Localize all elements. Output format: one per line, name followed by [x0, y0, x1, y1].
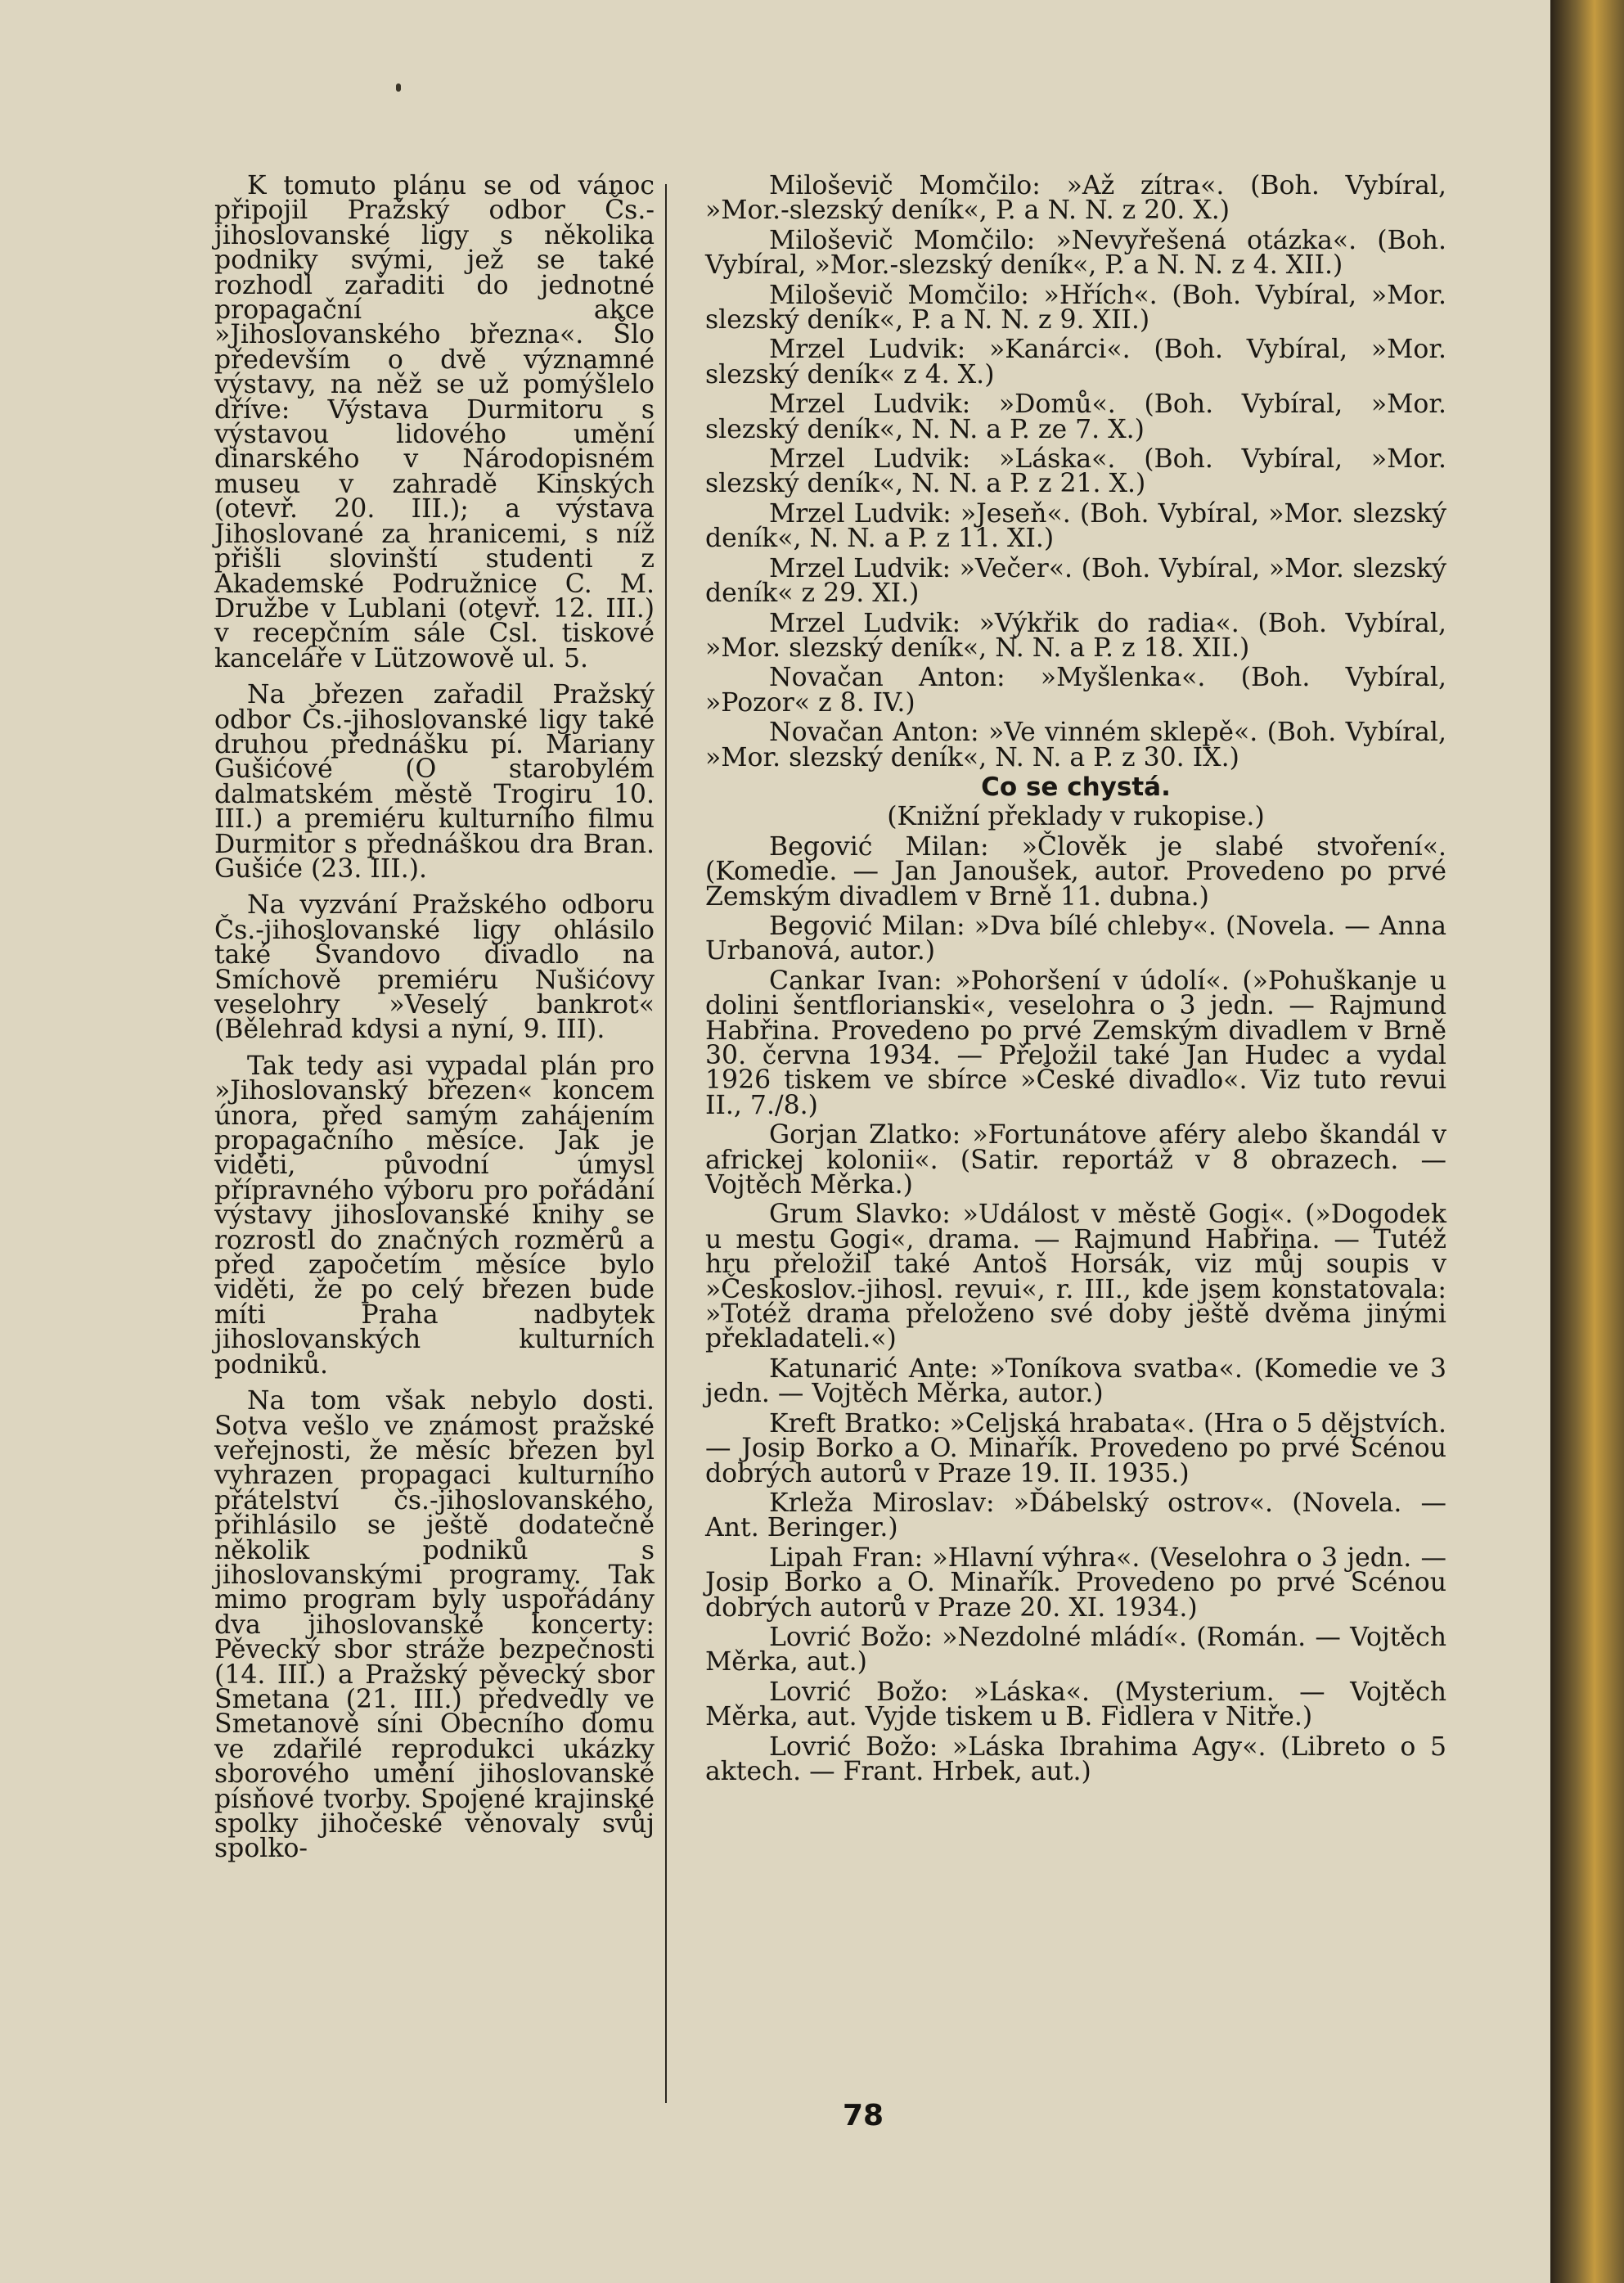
list-item: Novačan Anton: »Ve vinném sklepě«. (Boh. Vybíral, »Mor. slezský deník«, N. N. a P. z 30. IX.): [705, 718, 1446, 772]
paragraph: Na tom však nebylo dosti. Sotva vešlo ve známost pražské veřejnosti, že měsíc březen byl vyhrazen propagaci kulturního přátelství čs.-jihoslovanského, přihlásilo se ještě dodatečně několik podniků s jihoslovanskými programy. Tak mimo program byly uspořádány dva jihoslovanské koncerty: Pěvecký sbor stráže bezpečnosti (14. III.) a Pražský pěvecký sbor Smetana (21. III.) předvedly ve Smetanově síni Obecního domu ve zdařilé reprodukci ukázky sborového umění jihoslovanské písňové tvorby. Spojené krajinské spolky jihočeské věnovaly svůj spolko-: [214, 1386, 655, 1864]
list-item: Kreft Bratko: »Celjská hrabata«. (Hra o 5 dějstvích. — Josip Borko a O. Minařík. Provedeno po prvé Scénou dobrých autorů v Praze 19. II. 1935.): [705, 1408, 1446, 1488]
list-item: Mrzel Ludvik: »Domů«. (Boh. Vybíral, »Mor. slezský deník«, N. N. a P. ze 7. X.): [705, 390, 1446, 444]
paragraph: Na vyzvání Pražského odboru Čs.-jihoslovanské ligy ohlásilo také Švandovo divadlo na Smíchově premiéru Nušićovy veselohry »Veselý bankrot« (Bělehrad kdysi a nyní, 9. III).: [214, 890, 655, 1045]
list-item: Katunarić Ante: »Toníkova svatba«. (Komedie ve 3 jedn. — Vojtěch Měrka, autor.): [705, 1353, 1446, 1409]
list-item: Miloševič Momčilo: »Hřích«. (Boh. Vybíral, »Mor. slezský deník«, P. a N. N. z 9. XII.): [705, 280, 1446, 335]
list-item: Lovrić Božo: »Láska«. (Mysterium. — Vojtěch Měrka, aut. Vyjde tiskem u B. Fidlera v Nitře.): [705, 1677, 1446, 1732]
list-item: Mrzel Ludvik: »Jeseň«. (Boh. Vybíral, »Mor. slezský deník«, N. N. a P. z 11. XI.): [705, 498, 1446, 554]
list-item: Mrzel Ludvik: »Kanárci«. (Boh. Vybíral, »Mor. slezský deník« z 4. X.): [705, 335, 1446, 390]
ink-dot: [396, 83, 401, 92]
paragraph: Na březen zařadil Pražský odbor Čs.-jihoslovanské ligy také druhou přednášku pí. Mariany Gušićové (O starobylém dalmatském městě Trogiru 10. III.) a premiéru kulturního filmu Durmitor s přednáškou dra Bran. Gušiće (23. III.).: [214, 680, 655, 884]
left-column: [214, 173, 655, 1873]
list-item: Begović Milan: »Dva bílé chleby«. (Novela. — Anna Urbanová, autor.): [705, 911, 1446, 966]
list-item: Mrzel Ludvik: »Láska«. (Boh. Vybíral, »Mor. slezský deník«, N. N. a P. z 21. X.): [705, 444, 1446, 499]
section-subheading: (Knižní překlady v rukopise.): [887, 802, 1265, 832]
page-number: 78: [842, 2099, 884, 2132]
paragraph: K tomuto plánu se od vánoc připojil Pražský odbor Čs.-jihoslovanské ligy s několika podniky svými, jež se také rozhodl zařaditi do jednotné propagační akce »Jihoslovanského března«. Šlo především o dvě významné výstavy, na něž se už pomýšlelo dříve: Výstava Durmitoru s výstavou lidového umění dinarského v Národopisném museu v zahradě Kinských (otevř. 20. III.); a výstava Jihoslované za hranicemi, s níž přišli slovinští studenti z Akademské Podružnice C. M. Družbe v Lublani (otevř. 12. III.) v recepčním sále Čsl. tiskové kanceláře v Lützowově ul. 5.: [214, 171, 655, 673]
column-divider: [665, 184, 667, 2103]
list-item: Miloševič Momčilo: »Nevyřešená otázka«. (Boh. Vybíral, »Mor.-slezský deník«, P. a N. N. z 4. XII.): [705, 225, 1446, 281]
list-item: Lovrić Božo: »Láska Ibrahima Agy«. (Libreto o 5 aktech. — Frant. Hrbek, aut.): [705, 1731, 1446, 1786]
list-item: Mrzel Ludvik: »Výkřik do radia«. (Boh. Vybíral, »Mor. slezský deník«, N. N. a P. z 18. XII.): [705, 608, 1446, 663]
book-spine-edge: [1550, 0, 1624, 2283]
list-item: Cankar Ivan: »Pohoršení v údolí«. (»Pohuškanje u dolini šentflorianski«, veselohra o 3 jedn. — Rajmund Habřina. Provedeno po prvé Zemským divadlem v Brně 30. června 1934. — Přeložil také Jan Hudec a vydal 1926 tiskem ve sbírce »České divadlo«. Viz tuto revui II., 7./8.): [705, 966, 1446, 1120]
list-item: Grum Slavko: »Událost v městě Gogi«. (»Dogodek u mestu Gogi«, drama. — Rajmund Habřina. — Tutéž hru přeložil také Antoš Horsák, viz můj soupis v »Českoslov.-jihosl. revui«, r. III., kde jsem konstatovala: »Totéž drama přeloženo své doby ještě dvěma jinými překladateli.«): [705, 1200, 1446, 1354]
list-item: Begović Milan: »Člověk je slabé stvoření«. (Komedie. — Jan Janoušek, autor. Provedeno po prvé Zemským divadlem v Brně 11. dubna.): [705, 831, 1446, 912]
section-heading: Co se chystá.: [981, 772, 1171, 802]
list-item: Lovrić Božo: »Nezdolné mládí«. (Román. — Vojtěch Měrka, aut.): [705, 1622, 1446, 1677]
paragraph: Tak tedy asi vypadal plán pro »Jihoslovanský březen« koncem února, před samým zahájením propagačního měsíce. Jak je viděti, původní úmysl přípravného výboru pro pořádání výstavy jihoslovanské knihy se rozrostl do značných rozměrů a před započetím měsíce bylo viděti, že po celý březen bude míti Praha nadbytek jihoslovanských kulturních podniků.: [214, 1051, 655, 1380]
right-column: [705, 173, 1446, 1789]
list-item: Miloševič Momčilo: »Až zítra«. (Boh. Vybíral, »Mor.-slezský deník«, P. a N. N. z 20. X.): [705, 171, 1446, 226]
list-item: Gorjan Zlatko: »Fortunátove aféry alebo škandál v africkej kolonii«. (Satir. reportáž v 8 obrazech. — Vojtěch Měrka.): [705, 1120, 1446, 1200]
list-item: Mrzel Ludvik: »Večer«. (Boh. Vybíral, »Mor. slezský deník« z 29. XI.): [705, 553, 1446, 609]
list-item: Lipah Fran: »Hlavní výhra«. (Veselohra o 3 jedn. — Josip Borko a O. Minařík. Provedeno po prvé Scénou dobrých autorů v Praze 20. XI. 1934.): [705, 1542, 1446, 1623]
list-item: Novačan Anton: »Myšlenka«. (Boh. Vybíral, »Pozor« z 8. IV.): [705, 663, 1446, 718]
list-item: Krleža Miroslav: »Ďábelský ostrov«. (Novela. — Ant. Beringer.): [705, 1488, 1446, 1543]
